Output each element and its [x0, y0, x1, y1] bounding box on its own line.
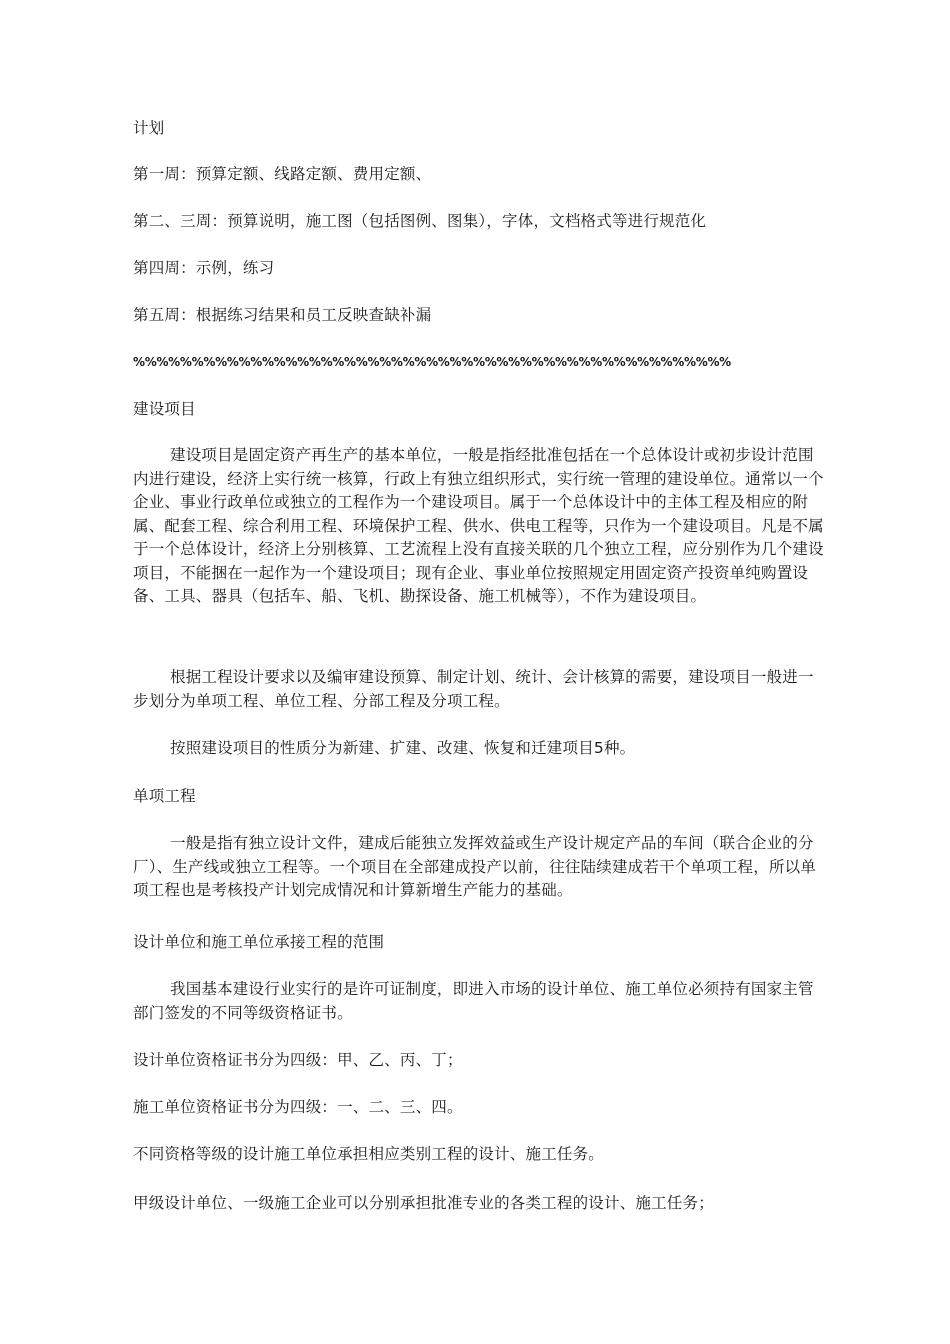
- paragraph-qualification-tasks: 不同资格等级的设计施工单位承担相应类别工程的设计、施工任务。: [133, 1145, 605, 1163]
- separator-line: %%%%%%%%%%%%%%%%%%%%%%%%%%%%%%%%%%%%%%%%%%%%%%%%%%%: [133, 355, 731, 369]
- heading-scope-of-contracting: 设计单位和施工单位承接工程的范围: [133, 933, 385, 951]
- paragraph-license-system: 我国基本建设行业实行的是许可证制度，即进入市场的设计单位、施工单位必须持有国家主管部门签发的不同等级资格证书。: [133, 980, 814, 1022]
- week-4-line: 第四周：示例，练习: [133, 259, 275, 277]
- heading-single-item-project: 单项工程: [133, 787, 196, 805]
- heading-plan: 计划: [133, 119, 165, 137]
- paragraph-project-division: 根据工程设计要求以及编审建设预算、制定计划、统计、会计核算的需要，建设项目一般进一步划分为单项工程、单位工程、分部工程及分项工程。: [133, 668, 814, 710]
- paragraph-construction-project-definition: 建设项目是固定资产再生产的基本单位，一般是指经批准包括在一个总体设计或初步设计范围内进行建设，经济上实行统一核算，行政上有独立组织形式，实行统一管理的建设单位。通常以一个企业、事业行政单位或独立的工程作为一个建设项目。属于一个总体设计中的主体工程及相应的附属、配套工程、综合利用工程、环境保护工程、供水、供电工程等，只作为一个建设项目。凡是不属于一个总体设计，经济上分别核算、工艺流程上没有直接关联的几个独立工程，应分别作为几个建设项目，不能捆在一起作为一个建设项目；现有企业、事业单位按照规定用固定资产投资单纯购置设备、工具、器具（包括车、船、飞机、勘探设备、施工机械等），不作为建设项目。: [133, 446, 824, 605]
- paragraph-grade-a-tasks: 甲级设计单位、一级施工企业可以分别承担批准专业的各类工程的设计、施工任务；: [133, 1194, 714, 1212]
- paragraph-single-item-definition: 一般是指有独立设计文件，建成后能独立发挥效益或生产设计规定产品的车间（联合企业的分厂）、生产线或独立工程等。一个项目在全部建成投产以前，往往陆续建成若干个单项工程，所以单项工程也是考核投产计划完成情况和计算新增生产能力的基础。: [133, 834, 817, 899]
- week-5-line: 第五周：根据练习结果和员工反映查缺补漏: [133, 306, 432, 324]
- construction-certificate-levels: 施工单位资格证书分为四级：一、二、三、四。: [133, 1098, 463, 1116]
- heading-construction-project: 建设项目: [133, 400, 196, 418]
- week-2-3-line: 第二、三周：预算说明，施工图（包括图例、图集），字体，文档格式等进行规范化: [133, 212, 707, 230]
- design-certificate-levels: 设计单位资格证书分为四级：甲、乙、丙、丁；: [133, 1051, 463, 1069]
- week-1-line: 第一周：预算定额、线路定额、费用定额、: [133, 165, 432, 183]
- paragraph-project-nature: 按照建设项目的性质分为新建、扩建、改建、恢复和迁建项目5种。: [170, 739, 636, 757]
